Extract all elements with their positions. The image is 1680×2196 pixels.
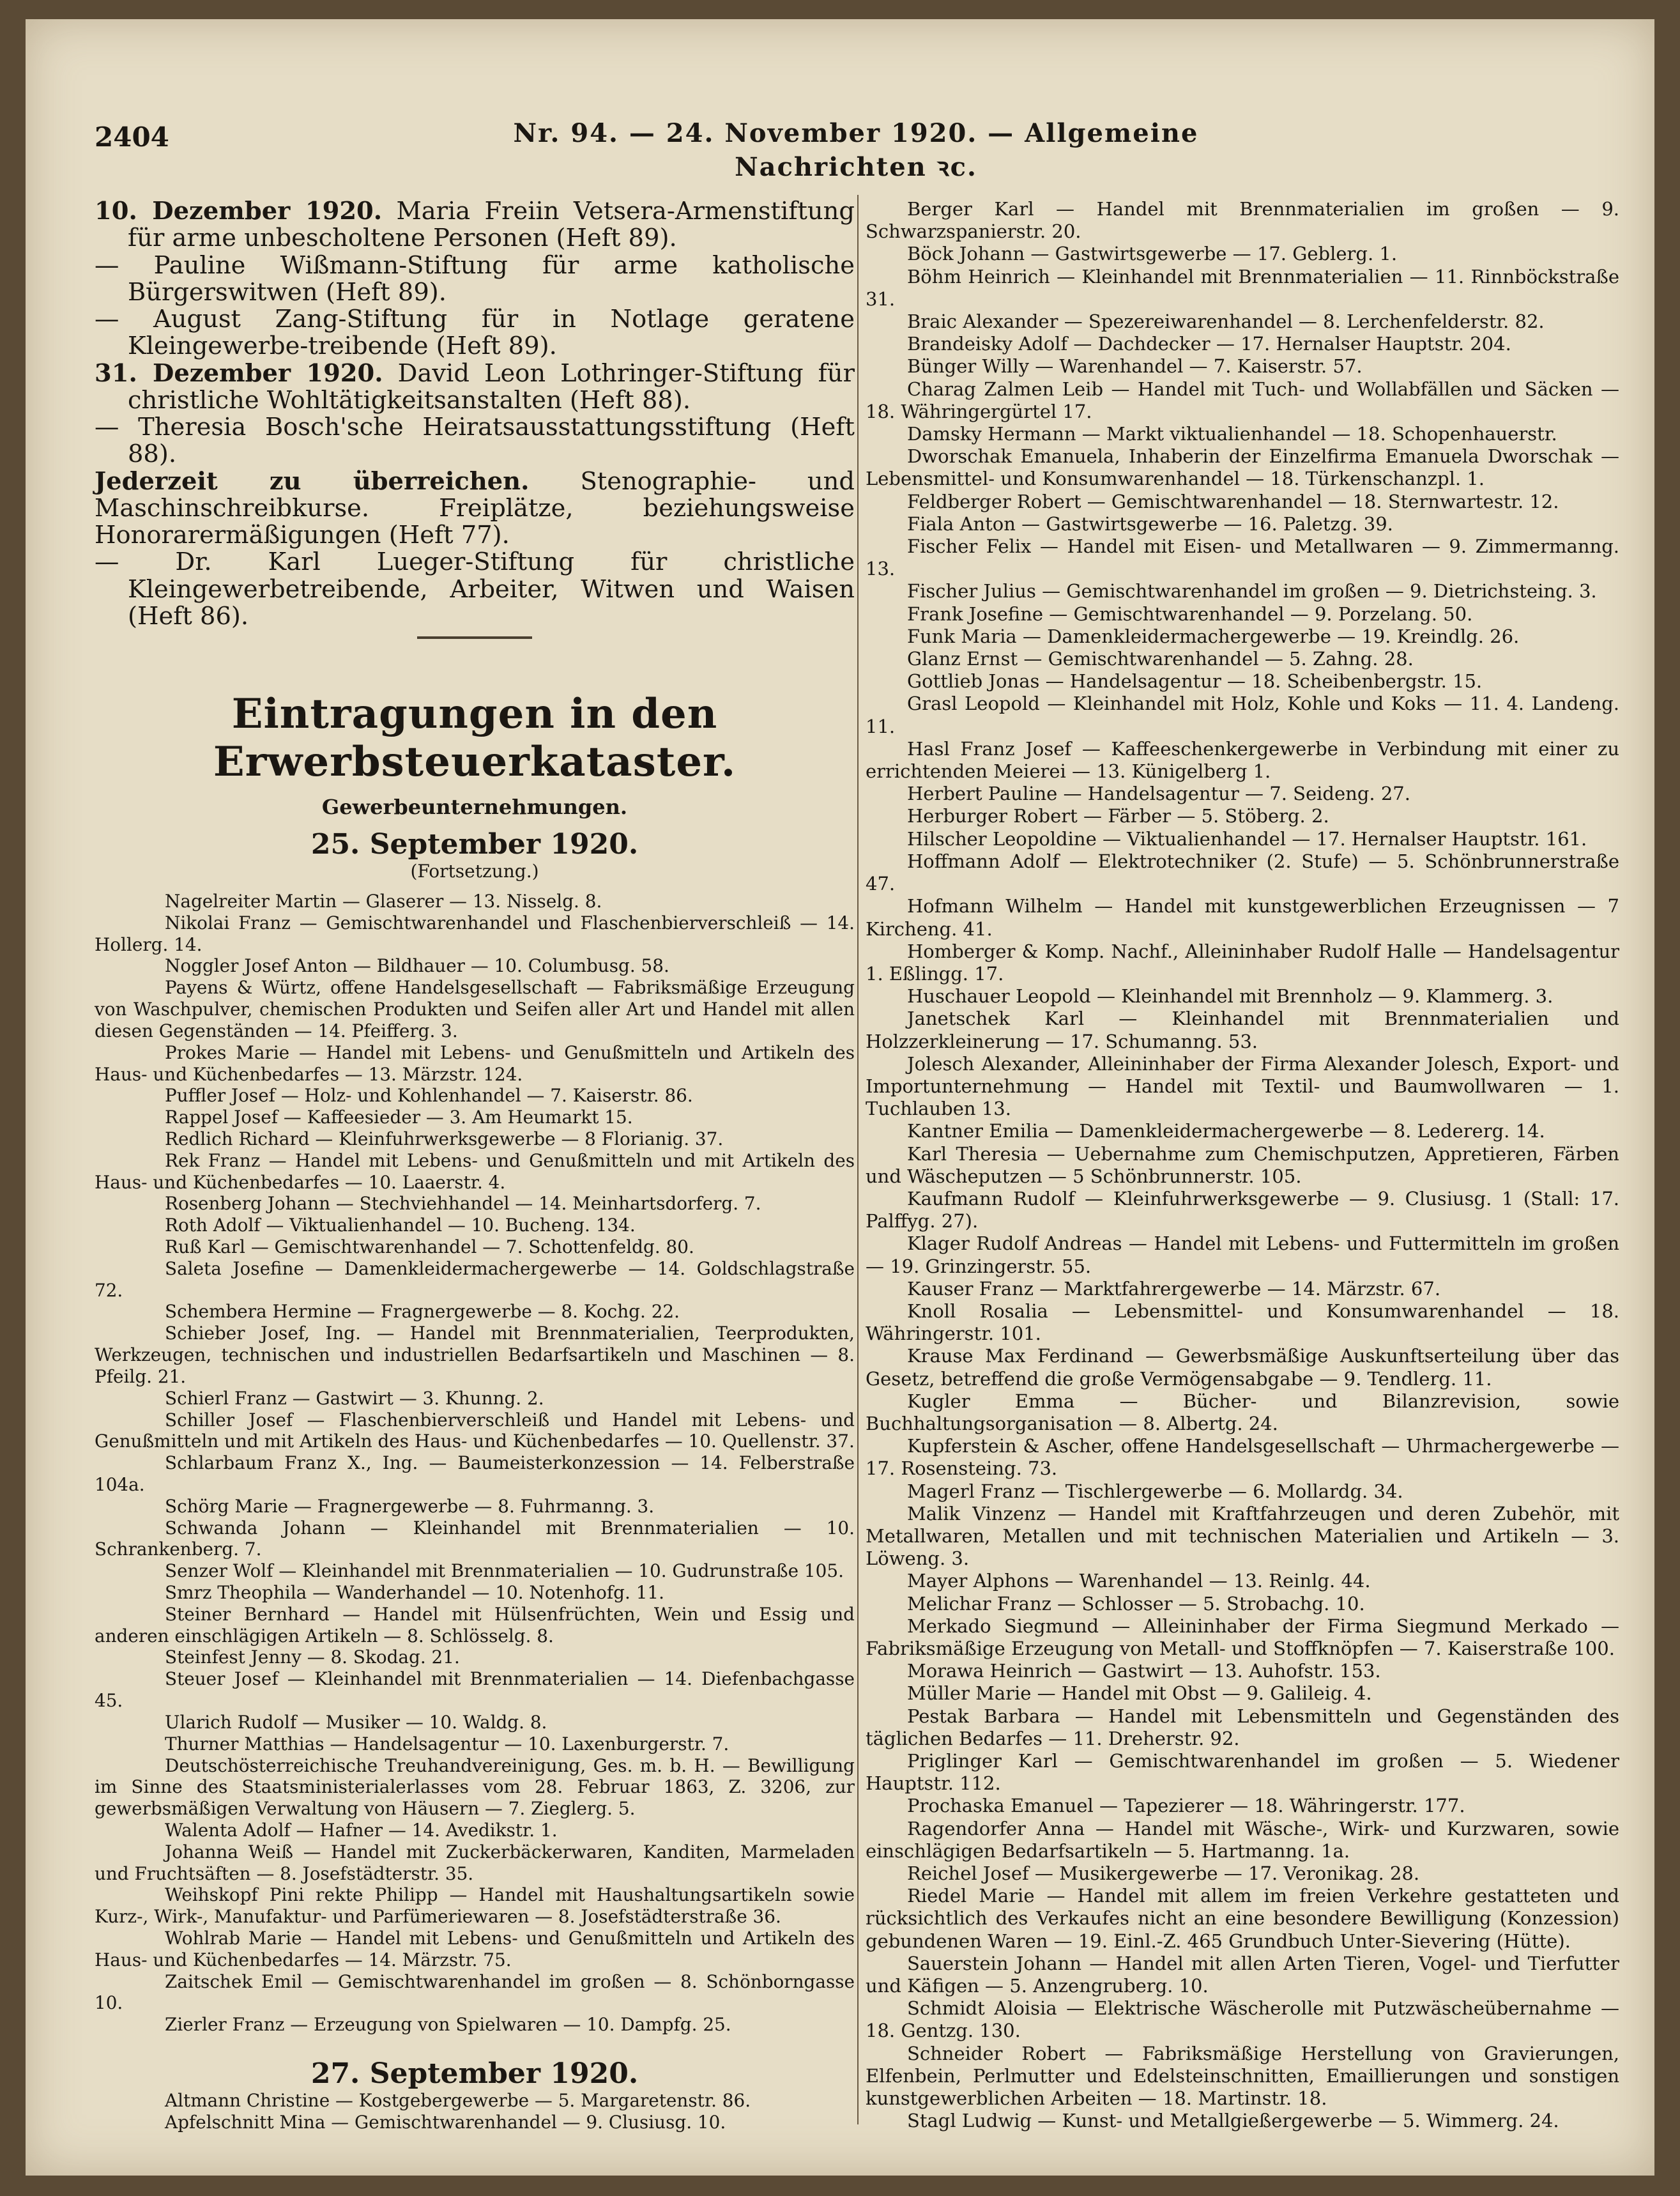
register-entry: Damsky Hermann — Markt viktualienhandel — 18. Schopenhauerstr. <box>907 423 1557 445</box>
register-entry: Sauerstein Johann — Handel mit allen Arten Tieren, Vogel- und Tierfutter und Käfigen — 5. Anzengruberg. 10. <box>866 1952 1619 1997</box>
register-entry: Redlich Richard — Kleinfuhrwerksgewerbe — 8 Florianig. 37. <box>165 1128 724 1149</box>
register-entry: Zaitschek Emil — Gemischtwarenhandel im großen — 8. Schönborngasse 10. <box>95 1970 855 2014</box>
register-entry: Magerl Franz — Tischlergewerbe — 6. Mollardg. 34. <box>907 1480 1403 1502</box>
register-entry: Funk Maria — Damenkleidermachergewerbe — 19. Kreindlg. 26. <box>907 625 1520 647</box>
register-entry: Hasl Franz Josef — Kaffeeschenkergewerbe in Verbindung mit einer zu errichtenden Meierei — 13. Künigelberg 1. <box>866 737 1619 783</box>
register-entry: Apfelschnitt Mina — Gemischtwarenhandel — 9. Clusiusg. 10. <box>165 2111 726 2133</box>
register-entry: Hilscher Leopoldine — Viktualienhandel — 17. Hernalser Hauptstr. 161. <box>907 827 1587 850</box>
register-entry: Zierler Franz — Erzeugung von Spielwaren — 10. Dampfg. 25. <box>165 2014 731 2036</box>
register-entry: Gottlieb Jonas — Handelsagentur — 18. Scheibenbergstr. 15. <box>907 670 1483 693</box>
register-entry: Herburger Robert — Färber — 5. Stöberg. 2. <box>907 805 1329 827</box>
foundation-text: Stenographie- und Maschinschreibkurse. Freiplätze, beziehungsweise Honorarermäßigungen (Heft 77). <box>95 466 855 549</box>
register-entry: Jolesch Alexander, Alleininhaber der Firma Alexander Jolesch, Export- und Importunternehmung — Handel mit Textil- und Baumwollwaren — 1. Tuchlauben 13. <box>866 1052 1619 1120</box>
register-entry: Nikolai Franz — Gemischtwarenhandel und Flaschenbierverschleiß — 14. Hollerg. 14. <box>95 912 855 955</box>
register-entry: Brandeisky Adolf — Dachdecker — 17. Hernalser Hauptstr. 204. <box>907 333 1511 355</box>
register-entry: Roth Adolf — Viktualienhandel — 10. Bucheng. 134. <box>165 1215 636 1236</box>
register-entry: Dworschak Emanuela, Inhaberin der Einzelfirma Emanuela Dworschak — Lebensmittel- und Konsumwarenhandel — 18. Türkenschanzpl. 1. <box>866 445 1619 490</box>
entry-list-right <box>866 198 1619 2132</box>
left-column <box>95 198 855 2133</box>
register-entry: Schembera Hermine — Fragnergewerbe — 8. Kochg. 22. <box>165 1301 680 1323</box>
register-entry: Kupferstein & Ascher, offene Handelsgesellschaft — Uhrmachergewerbe — 17. Rosensteing. 73. <box>866 1435 1619 1480</box>
foundation-text: — Dr. Karl Lueger-Stiftung für christliche Kleingewerbetreibende, Arbeiter, Witwen und Waisen (Heft 86). <box>95 548 855 631</box>
register-entry: Deutschösterreichische Treuhandvereinigung, Ges. m. b. H. — Bewilligung im Sinne des Staatsministerialerlasses vom 28. Februar 1863, Z. 3206, zur gewerbsmäßigen Verwaltung von Häusern — 7. Zieglerg. 5. <box>95 1754 855 1820</box>
register-entry: Glanz Ernst — Gemischtwarenhandel — 5. Zahng. 28. <box>907 648 1414 670</box>
foundation-text: — August Zang-Stiftung für in Notlage geratene Kleingewerbe-treibende (Heft 89). <box>95 305 855 361</box>
foundation-date: 10. Dezember 1920. <box>95 197 383 226</box>
register-entry: Knoll Rosalia — Lebensmittel- und Konsumwarenhandel — 18. Währingerstr. 101. <box>866 1300 1619 1345</box>
register-entry: Steuer Josef — Kleinhandel mit Brennmaterialien — 14. Diefenbachgasse 45. <box>95 1668 855 1712</box>
register-entry: Morawa Heinrich — Gastwirt — 13. Auhofstr. 153. <box>907 1660 1381 1682</box>
register-entry: Klager Rudolf Andreas — Handel mit Lebens- und Futtermitteln im großen — 19. Grinzingerstr. 55. <box>866 1232 1619 1277</box>
register-entry: Melichar Franz — Schlosser — 5. Strobachg. 10. <box>907 1592 1365 1615</box>
foundation-text: — Theresia Bosch'sche Heiratsausstattungsstiftung (Heft 88). <box>95 413 855 469</box>
register-entry: Schwanda Johann — Kleinhandel mit Brennmaterialien — 10. Schrankenberg. 7. <box>95 1517 855 1560</box>
continuation-note: (Fortsetzung.) <box>410 861 539 882</box>
register-entry: Priglinger Karl — Gemischtwarenhandel im großen — 5. Wiedener Hauptstr. 112. <box>866 1750 1619 1795</box>
register-entry: Fischer Felix — Handel mit Eisen- und Metallwaren — 9. Zimmermanng. 13. <box>866 535 1619 580</box>
column-divider <box>857 195 859 2124</box>
register-entry: Schiller Josef — Flaschenbierverschleiß und Handel mit Lebens- und Genußmitteln und mit Artikeln des Haus- und Küchenbedarfes — 10. Quellenstr. 37. <box>95 1409 855 1452</box>
register-entry: Schierl Franz — Gastwirt — 3. Khunng. 2. <box>165 1387 544 1409</box>
foundation-text: Maria Freiin Vetsera-Armenstiftung für arme unbescholtene Personen (Heft 89). <box>128 197 855 253</box>
register-entry: Schörg Marie — Fragnergewerbe — 8. Fuhrmanng. 3. <box>165 1495 655 1517</box>
register-entry: Riedel Marie — Handel mit allem im freien Verkehre gestatteten und rücksichtlich des Verkaufes nicht an eine besondere Bewilligung (Konzession) gebundenen Waren — 19. Einl.-Z. 465 Grundbuch Unter-Sievering (Hütte). <box>866 1885 1619 1952</box>
foundation-date: 31. Dezember 1920. <box>95 358 383 388</box>
register-entry: Charag Zalmen Leib — Handel mit Tuch- und Wollabfällen und Säcken — 18. Währingergürtel 17. <box>866 378 1619 422</box>
register-entry: Braic Alexander — Spezereiwarenhandel — 8. Lerchenfelderstr. 82. <box>907 311 1545 333</box>
separator-rule <box>417 636 532 639</box>
register-entry: Mayer Alphons — Warenhandel — 13. Reinlg. 44. <box>907 1570 1371 1592</box>
register-entry: Karl Theresia — Uebernahme zum Chemischputzen, Appretieren, Färben und Wäscheputzen — 5 Schönbrunnerstr. 105. <box>866 1142 1619 1187</box>
register-entry: Schlarbaum Franz X., Ing. — Baumeisterkonzession — 14. Felberstraße 104a. <box>95 1452 855 1495</box>
page-header-title: Nr. 94. — 24. November 1920. — Allgemeine Nachrichten ꝛc. <box>513 118 1199 182</box>
register-entry: Feldberger Robert — Gemischtwarenhandel — 18. Sternwartestr. 12. <box>907 490 1559 512</box>
right-column <box>866 198 1619 2132</box>
register-entry: Malik Vinzenz — Handel mit Kraftfahrzeugen und deren Zubehör, mit Metallwaren, Metallen und mit technischen Materialien und Artikeln — 3. Löweng. 3. <box>866 1502 1619 1570</box>
foundation-date: Jederzeit zu überreichen. <box>95 466 530 496</box>
register-entry: Prochaska Emanuel — Tapezierer — 18. Währingerstr. 177. <box>907 1795 1465 1817</box>
register-entry: Stagl Ludwig — Kunst- und Metallgießergewerbe — 5. Wimmerg. 24. <box>907 2110 1559 2132</box>
foundation-entry <box>95 252 855 307</box>
register-entry: Schieber Josef, Ing. — Handel mit Brennmaterialien, Teerprodukten, Werkzeugen, technischen und industriellen Bedarfsartikeln und Maschinen — 8. Pfeilg. 21. <box>95 1323 855 1387</box>
register-entry: Rappel Josef — Kaffeesieder — 3. Am Heumarkt 15. <box>165 1107 633 1128</box>
register-entry: Prokes Marie — Handel mit Lebens- und Genußmitteln und Artikeln des Haus- und Küchenbedarfes — 13. Märzstr. 124. <box>95 1041 855 1085</box>
register-entry: Böck Johann — Gastwirtsgewerbe — 17. Geblerg. 1. <box>907 243 1398 265</box>
register-entry: Saleta Josefine — Damenkleidermachergewerbe — 14. Goldschlagstraße 72. <box>95 1257 855 1301</box>
register-entry: Hofmann Wilhelm — Handel mit kunstgewerblichen Erzeugnissen — 7 Kircheng. 41. <box>866 895 1619 940</box>
register-entry: Thurner Matthias — Handelsagentur — 10. Laxenburgerstr. 7. <box>165 1733 729 1754</box>
foundation-entry <box>95 414 855 468</box>
foundation-entry <box>95 549 855 630</box>
foundation-text: — Pauline Wißmann-Stiftung für arme katholische Bürgerswitwen (Heft 89). <box>95 250 855 307</box>
register-entry: Noggler Josef Anton — Bildhauer — 10. Columbusg. 58. <box>165 955 669 977</box>
register-entry: Wohlrab Marie — Handel mit Lebens- und Genußmitteln und Artikeln des Haus- und Küchenbedarfes — 14. Märzstr. 75. <box>95 1928 855 1970</box>
newspaper-page <box>26 19 1654 2176</box>
register-entry: Herbert Pauline — Handelsagentur — 7. Seideng. 27. <box>907 783 1410 805</box>
register-entry: Schneider Robert — Fabriksmäßige Herstellung von Gravierungen, Elfenbein, Perlmutter und Edelsteinschnitten, Emaillierungen und sonstigen kunstgewerblichen Arbeiten — 18. Martinstr. 18. <box>866 2042 1619 2110</box>
register-entry: Frank Josefine — Gemischtwarenhandel — 9. Porzelang. 50. <box>907 603 1473 625</box>
register-entry: Fiala Anton — Gastwirtsgewerbe — 16. Paletzg. 39. <box>907 512 1393 535</box>
register-entry: Janetschek Karl — Kleinhandel mit Brennmaterialien und Holzzerkleinerung — 17. Schumanng. 53. <box>866 1008 1619 1052</box>
register-entry: Fischer Julius — Gemischtwarenhandel im großen — 9. Dietrichsteing. 3. <box>907 580 1597 603</box>
register-entry: Altmann Christine — Kostgebergewerbe — 5. Margaretenstr. 86. <box>165 2090 751 2112</box>
register-entry: Ruß Karl — Gemischtwarenhandel — 7. Schottenfeldg. 80. <box>165 1236 694 1257</box>
foundation-entry <box>95 306 855 360</box>
register-entry: Johanna Weiß — Handel mit Zuckerbäckerwaren, Kanditen, Marmeladen und Fruchtsäften — 8. Josefstädterstr. 35. <box>95 1841 855 1884</box>
register-entry: Pestak Barbara — Handel mit Lebensmitteln und Gegenständen des täglichen Bedarfes — 11. Dreherstr. 92. <box>866 1705 1619 1749</box>
register-entry: Homberger & Komp. Nachf., Alleininhaber Rudolf Halle — Handelsagentur 1. Eßlingg. 17. <box>866 940 1619 985</box>
register-entry: Kaufmann Rudolf — Kleinfuhrwerksgewerbe — 9. Clusiusg. 1 (Stall: 17. Palffyg. 27). <box>866 1187 1619 1232</box>
register-entry: Krause Max Ferdinand — Gewerbsmäßige Auskunftserteilung über das Gesetz, betreffend die große Vermögensabgabe — 9. Tendlerg. 11. <box>866 1345 1619 1390</box>
register-entry: Böhm Heinrich — Kleinhandel mit Brennmaterialien — 11. Rinnböckstraße 31. <box>866 265 1619 310</box>
entry-list-sep25 <box>95 891 855 2036</box>
register-entry: Ularich Rudolf — Musiker — 10. Waldg. 8. <box>165 1711 547 1733</box>
foundation-entry <box>95 198 855 252</box>
register-entry: Schmidt Aloisia — Elektrische Wäscherolle mit Putzwäscheübernahme — 18. Gentzg. 130. <box>866 1997 1619 2042</box>
entry-list-sep27 <box>95 2090 855 2133</box>
section-subtitle: Gewerbeunternehmungen. <box>321 795 628 819</box>
register-entry: Rek Franz — Handel mit Lebens- und Genußmitteln und mit Artikeln des Haus- und Küchenbedarfes — 10. Laaerstr. 4. <box>95 1149 855 1193</box>
foundation-entry <box>95 360 855 415</box>
register-entry: Merkado Siegmund — Alleininhaber der Firma Siegmund Merkado — Fabriksmäßige Erzeugung von Metall- und Stoffknöpfen — 7. Kaiserstraße 100. <box>866 1615 1619 1659</box>
register-entry: Steiner Bernhard — Handel mit Hülsenfrüchten, Wein und Essig und anderen einschlägigen Artikeln — 8. Schlösselg. 8. <box>95 1603 855 1647</box>
date-heading-sep27: 27. September 1920. <box>310 2057 639 2091</box>
foundation-list <box>95 198 855 630</box>
register-entry: Hoffmann Adolf — Elektrotechniker (2. Stufe) — 5. Schönbrunnerstraße 47. <box>866 850 1619 895</box>
register-entry: Ragendorfer Anna — Handel mit Wäsche-, Wirk- und Kurzwaren, sowie einschlägigen Bedarfsartikeln — 5. Hartmanng. 1a. <box>866 1817 1619 1862</box>
register-entry: Bünger Willy — Warenhandel — 7. Kaiserstr. 57. <box>907 355 1363 378</box>
date-heading-sep25: 25. September 1920. <box>310 828 639 861</box>
register-entry: Payens & Würtz, offene Handelsgesellschaft — Fabriksmäßige Erzeugung von Waschpulver, chemischen Produkten und Seifen aller Art und Handel mit allen diesen Gegenständen — 14. Pfeifferg. 3. <box>95 977 855 1041</box>
register-entry: Nagelreiter Martin — Glaserer — 13. Nisselg. 8. <box>165 891 602 912</box>
section-title: Eintragungen in den Erwerbsteuerkataster. <box>213 690 737 786</box>
register-entry: Grasl Leopold — Kleinhandel mit Holz, Kohle und Koks — 11. 4. Landeng. 11. <box>866 693 1619 737</box>
register-entry: Kauser Franz — Marktfahrergewerbe — 14. Märzstr. 67. <box>907 1277 1441 1300</box>
foundation-text: David Leon Lothringer-Stiftung für christliche Wohltätigkeitsanstalten (Heft 88). <box>128 358 855 415</box>
register-entry: Steinfest Jenny — 8. Skodag. 21. <box>165 1647 460 1668</box>
register-entry: Kugler Emma — Bücher- und Bilanzrevision, sowie Buchhaltungsorganisation — 8. Albertg. 24. <box>866 1390 1619 1434</box>
register-entry: Puffler Josef — Holz- und Kohlenhandel — 7. Kaiserstr. 86. <box>165 1085 693 1107</box>
register-entry: Reichel Josef — Musikergewerbe — 17. Veronikag. 28. <box>907 1862 1420 1885</box>
register-entry: Senzer Wolf — Kleinhandel mit Brennmaterialien — 10. Gudrunstraße 105. <box>165 1560 844 1582</box>
register-entry: Smrz Theophila — Wanderhandel — 10. Notenhofg. 11. <box>165 1582 664 1603</box>
page-number: 2404 <box>95 121 169 153</box>
register-entry: Weihskopf Pini rekte Philipp — Handel mit Haushaltungsartikeln sowie Kurz-, Wirk-, Manufaktur- und Parfümeriewaren — 8. Josefstädterstraße 36. <box>95 1884 855 1928</box>
register-entry: Walenta Adolf — Hafner — 14. Avedikstr. 1. <box>165 1819 558 1841</box>
register-entry: Rosenberg Johann — Stechviehhandel — 14. Meinhartsdorferg. 7. <box>165 1193 761 1215</box>
register-entry: Berger Karl — Handel mit Brennmaterialien im großen — 9. Schwarzspanierstr. 20. <box>866 198 1619 243</box>
foundation-entry <box>95 468 855 549</box>
register-entry: Müller Marie — Handel mit Obst — 9. Galileig. 4. <box>907 1682 1372 1705</box>
register-entry: Kantner Emilia — Damenkleidermachergewerbe — 8. Ledererg. 14. <box>907 1120 1545 1142</box>
register-entry: Huschauer Leopold — Kleinhandel mit Brennholz — 9. Klammerg. 3. <box>907 985 1554 1008</box>
